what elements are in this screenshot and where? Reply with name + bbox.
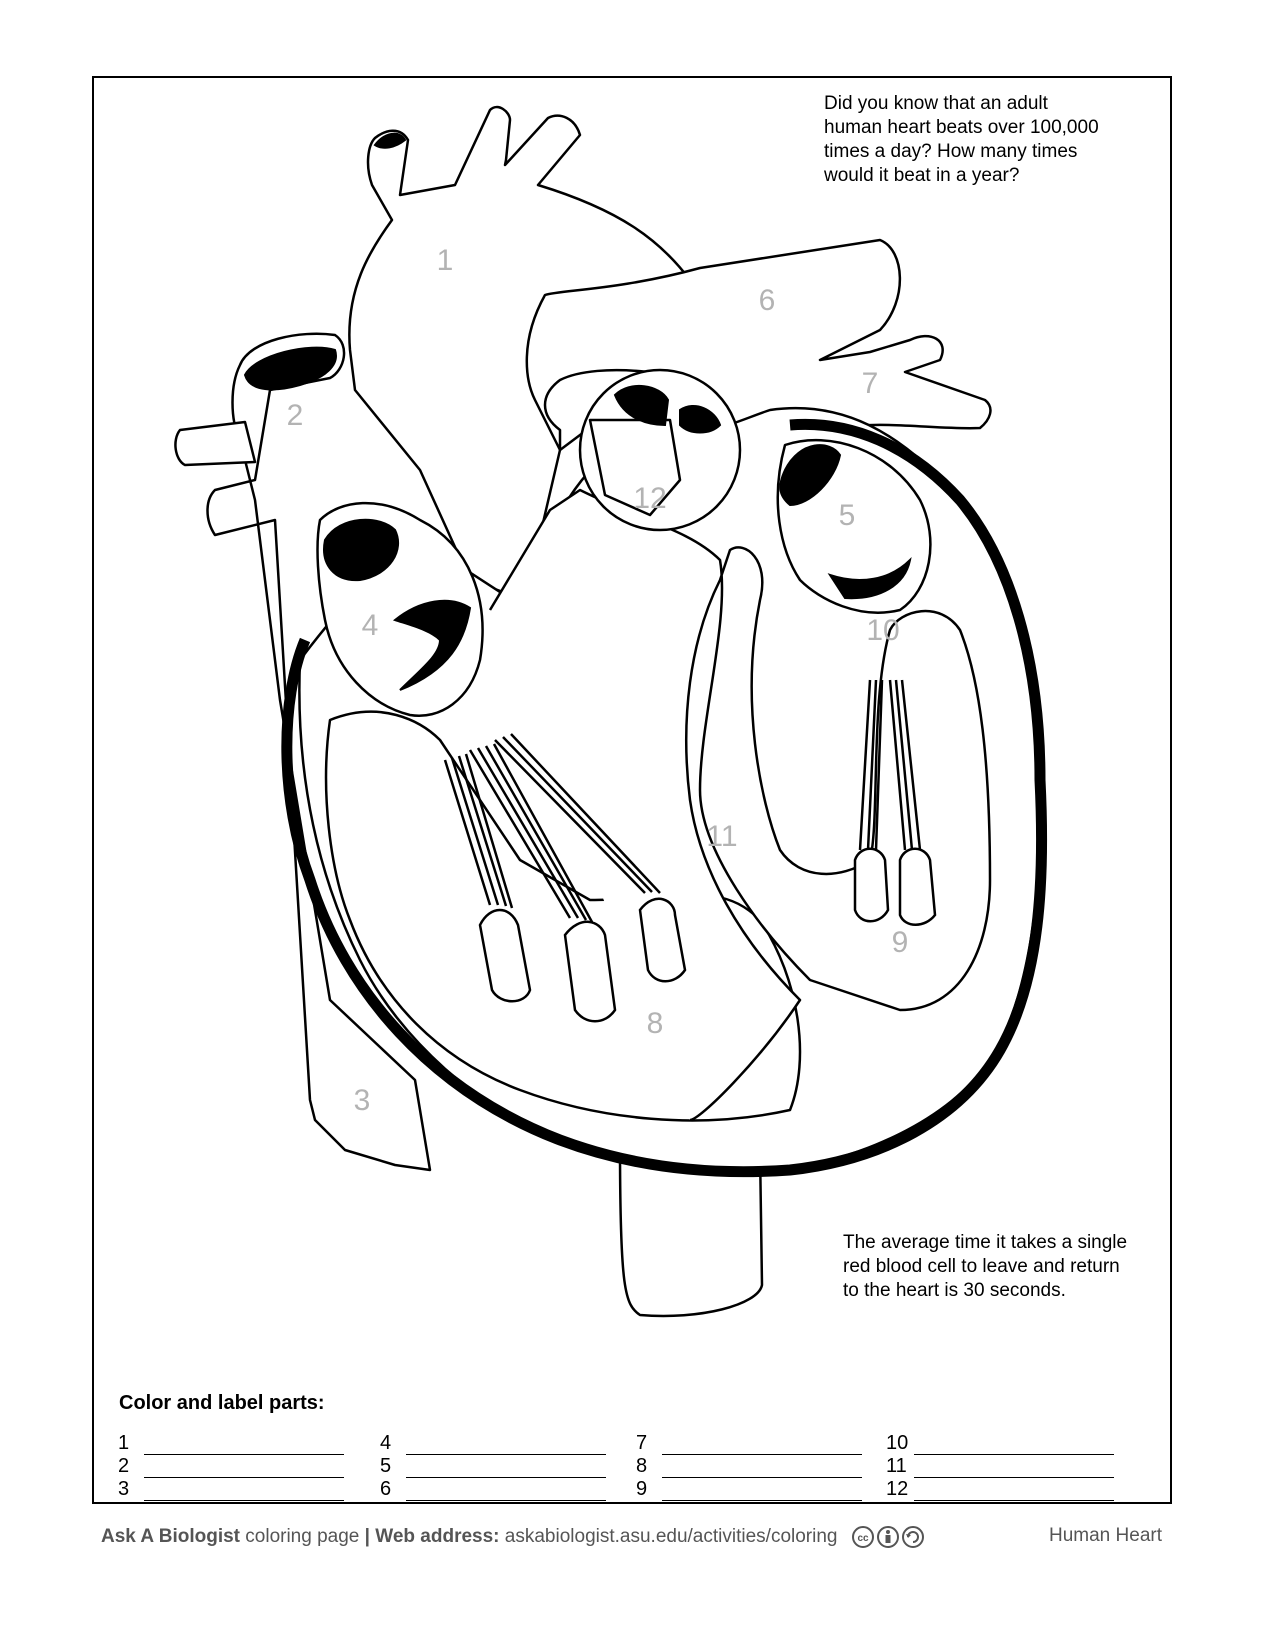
label-row[interactable]: 6 [380, 1478, 606, 1501]
label-row[interactable]: 11 [886, 1455, 1114, 1478]
label-column-2 [380, 1432, 606, 1501]
worksheet-title: Color and label parts: [119, 1392, 325, 1414]
part-number-5: 5 [838, 499, 856, 532]
blank-line[interactable] [662, 1461, 862, 1478]
part-number-8: 8 [646, 1007, 664, 1040]
label-column-4 [886, 1432, 1114, 1501]
page-footer [101, 1525, 1181, 1549]
blank-line[interactable] [406, 1438, 606, 1455]
blank-line[interactable] [662, 1438, 862, 1455]
part-number-3: 3 [353, 1084, 371, 1117]
fact-heartbeats: Did you know that an adult human heart beats over 100,000 times a day? How many times would it beat in a year? [824, 93, 1099, 186]
blank-line[interactable] [914, 1461, 1114, 1478]
svg-text:cc: cc [857, 1533, 869, 1544]
label-row[interactable]: 9 [636, 1478, 862, 1501]
blank-line[interactable] [914, 1484, 1114, 1501]
label-row[interactable]: 12 [886, 1478, 1114, 1501]
label-row[interactable]: 4 [380, 1432, 606, 1455]
label-row[interactable]: 5 [380, 1455, 606, 1478]
papillary-muscle-5 [900, 849, 935, 925]
footer-brand: Ask A Biologist [101, 1526, 240, 1548]
cc-by-sa-icon [851, 1525, 925, 1549]
part-number-4: 4 [361, 609, 379, 642]
papillary-muscle-4 [855, 849, 888, 922]
vessel-branch-upper [175, 422, 255, 465]
footer-web-label: Web address: [369, 1526, 500, 1548]
footer-url[interactable]: askabiologist.asu.edu/activities/coloring [499, 1526, 838, 1548]
part-number-2: 2 [286, 399, 304, 432]
part-number-7: 7 [861, 367, 879, 400]
label-row[interactable]: 7 [636, 1432, 862, 1455]
label-column-3 [636, 1432, 862, 1501]
blank-line[interactable] [662, 1484, 862, 1501]
part-number-10: 10 [866, 614, 900, 647]
part-number-11: 11 [706, 820, 738, 853]
footer-brand-suffix: coloring page [240, 1526, 365, 1548]
blank-line[interactable] [406, 1484, 606, 1501]
label-blanks [118, 1432, 1148, 1502]
blank-line[interactable] [144, 1438, 344, 1455]
label-row[interactable]: 1 [118, 1432, 344, 1455]
blank-line[interactable] [406, 1461, 606, 1478]
label-row[interactable]: 3 [118, 1478, 344, 1501]
part-number-6: 6 [758, 284, 776, 317]
footer-topic: Human Heart [1049, 1525, 1162, 1546]
part-number-1: 1 [436, 244, 454, 277]
label-row[interactable]: 2 [118, 1455, 344, 1478]
label-column-1 [118, 1432, 344, 1501]
fact-blood-cell: The average time it takes a single red blood cell to leave and return to the heart is 30 seconds. [843, 1232, 1128, 1301]
part-number-9: 9 [891, 926, 909, 959]
blank-line[interactable] [144, 1461, 344, 1478]
footer-separator: | [364, 1526, 370, 1548]
label-row[interactable]: 10 [886, 1432, 1114, 1455]
blank-line[interactable] [914, 1438, 1114, 1455]
blank-line[interactable] [144, 1484, 344, 1501]
label-row[interactable]: 8 [636, 1455, 862, 1478]
part-number-12: 12 [633, 482, 667, 515]
